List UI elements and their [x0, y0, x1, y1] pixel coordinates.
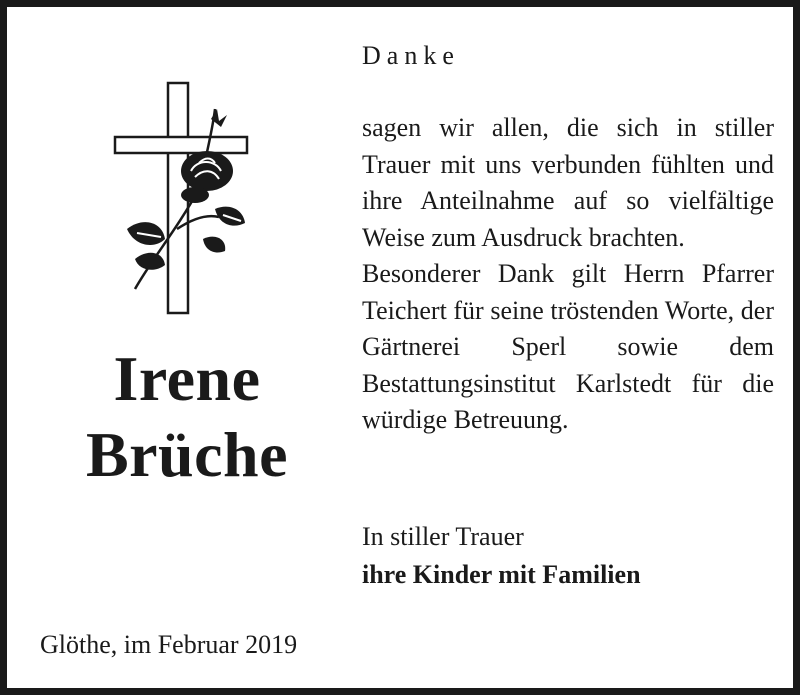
- deceased-last-name: Brüche: [85, 419, 289, 490]
- heading: Danke: [362, 41, 460, 70]
- closing-greeting: In stiller Trauer: [362, 522, 524, 551]
- paragraph: Besonderer Dank gilt Herrn Pfarrer Teichert für seine tröstenden Worte, der Gärtnerei Sperl sowie dem Bestattungsinstitut Karlstedt für die würdige Betreuung.: [362, 259, 774, 434]
- cross-with-rose-icon: [107, 79, 267, 319]
- paragraph: sagen wir allen, die sich in stiller Trauer mit uns verbunden fühlten und ihre Anteilnahme auf so vielfältige Weise zum Ausdruck brachten.: [362, 113, 774, 252]
- thank-you-text: [362, 110, 774, 439]
- deceased-first-name: Irene: [113, 343, 261, 414]
- closing-signature: ihre Kinder mit Familien: [362, 560, 641, 589]
- place-date: Glöthe, im Februar 2019: [40, 630, 298, 659]
